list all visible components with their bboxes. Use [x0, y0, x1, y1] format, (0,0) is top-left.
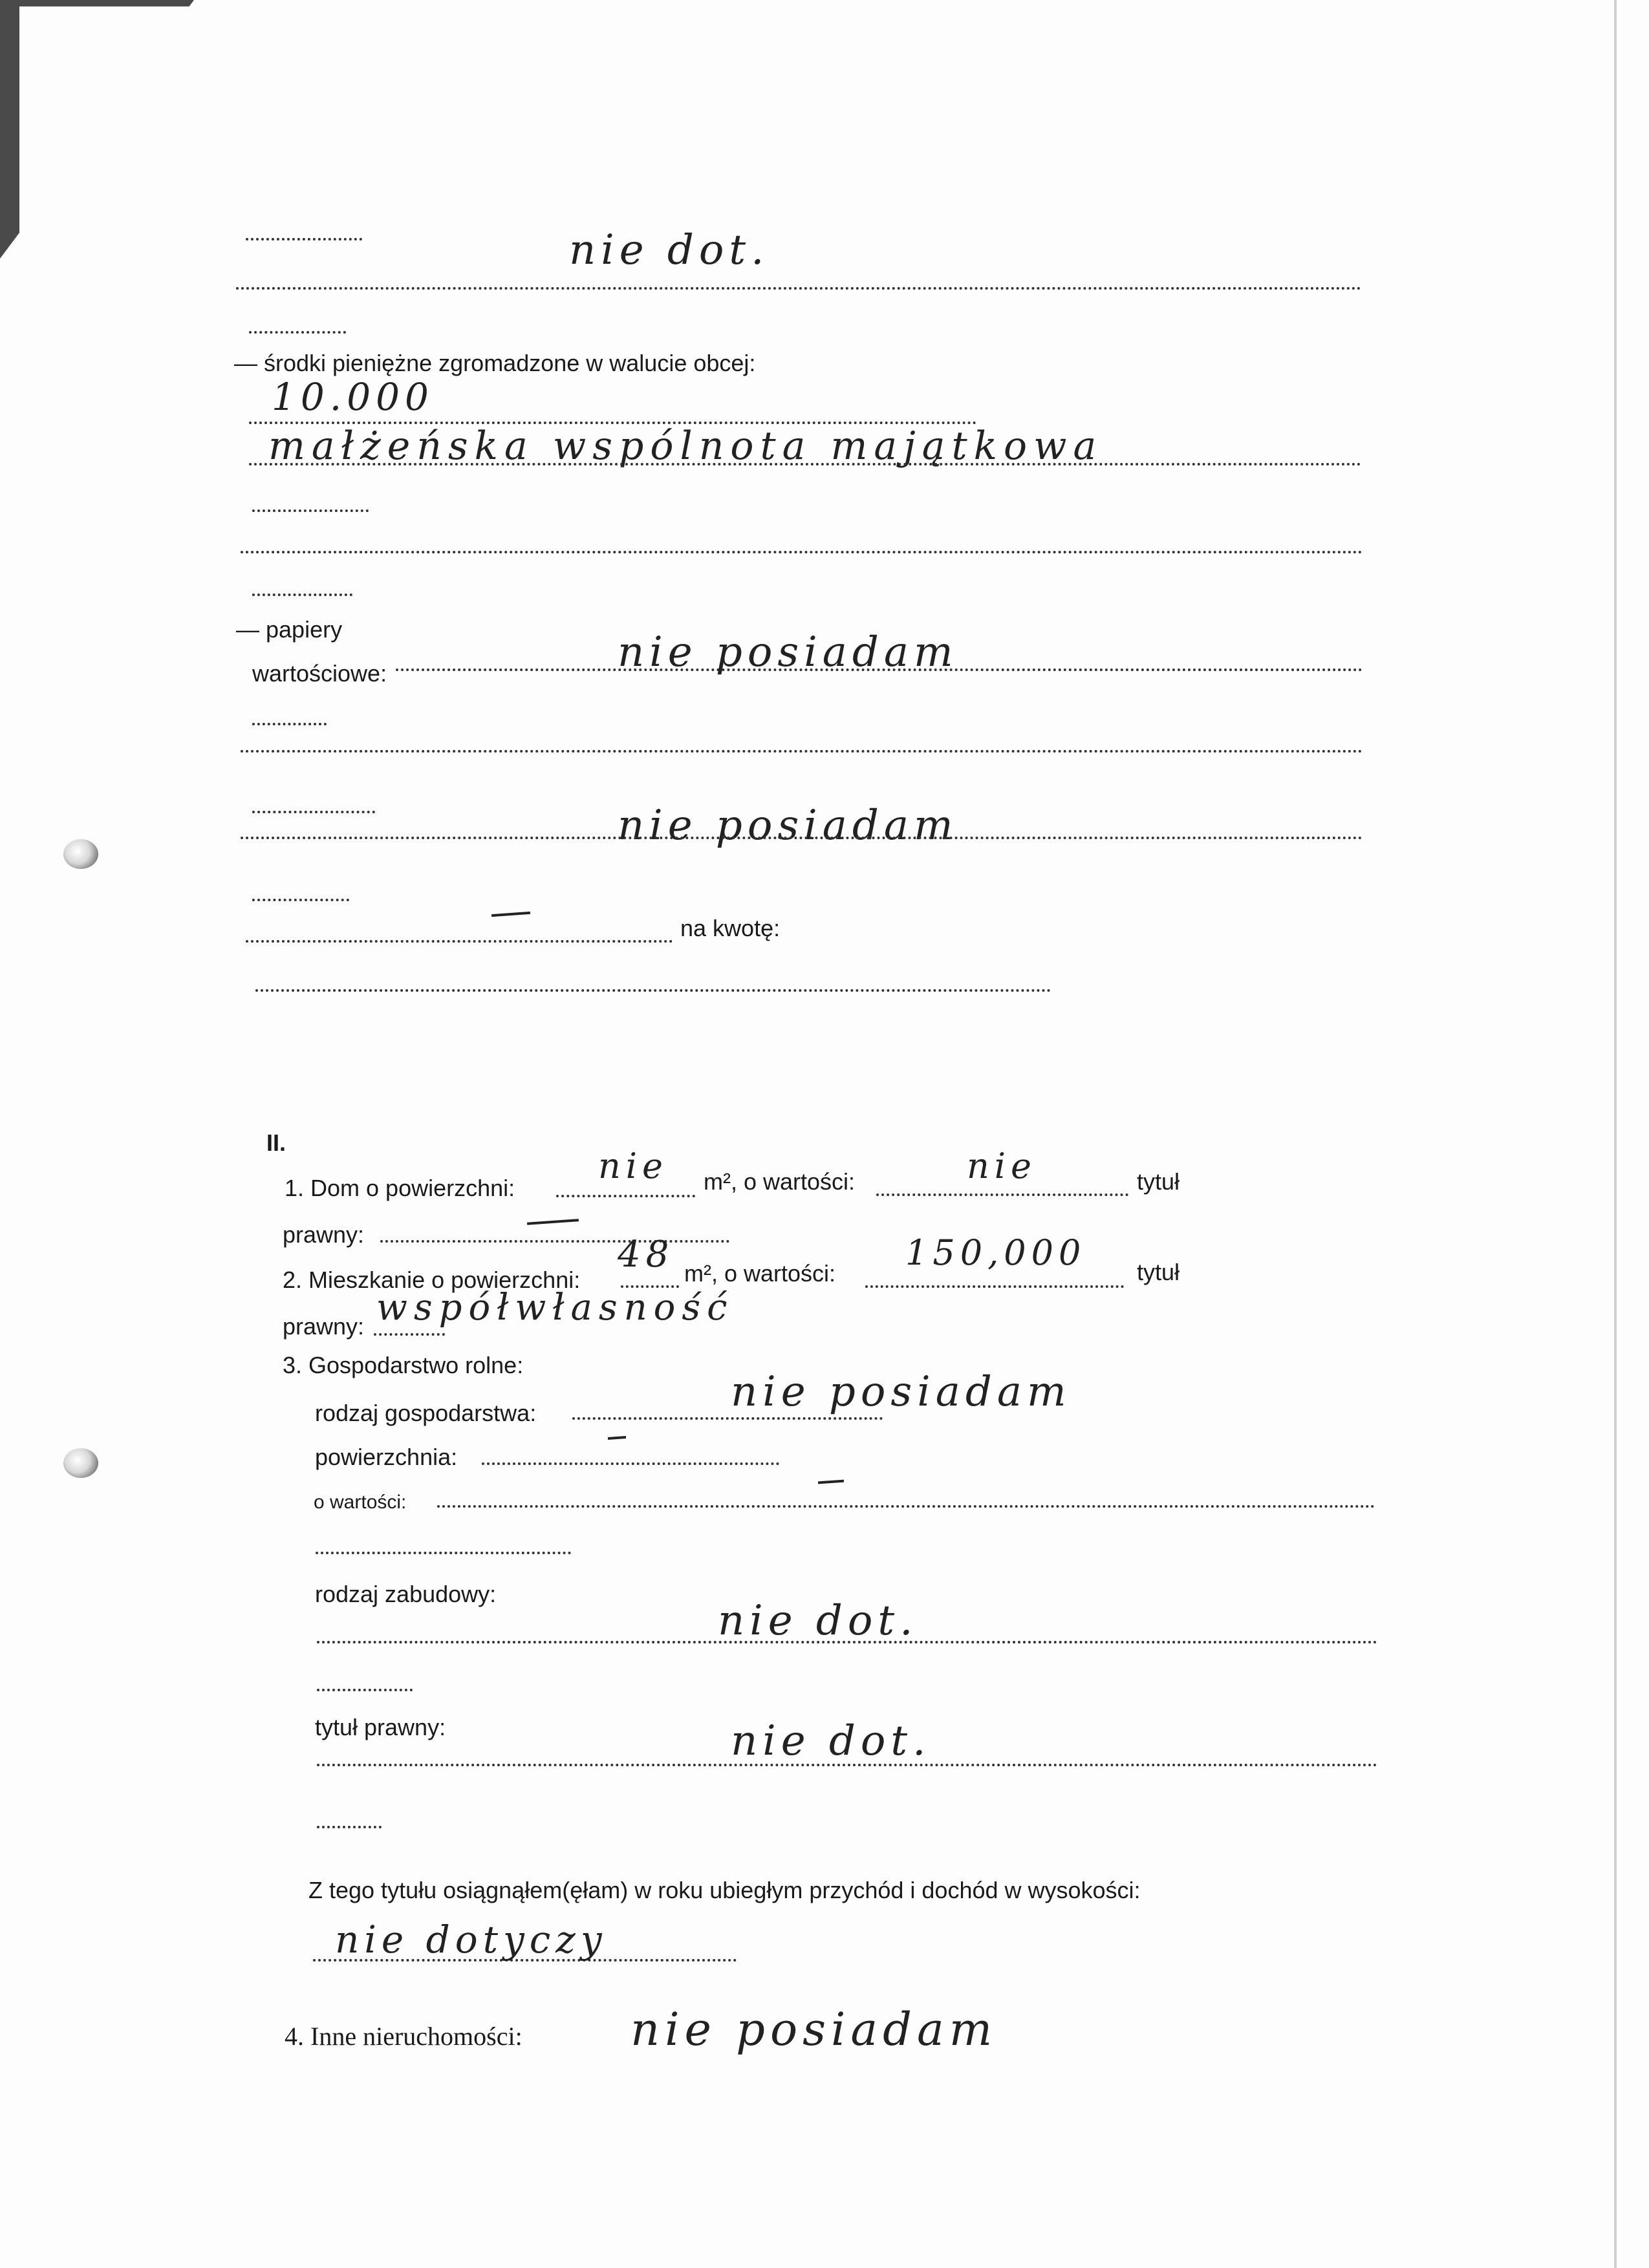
dotted-line [249, 331, 346, 334]
handwritten-house-area: nie [598, 1146, 669, 1186]
handwritten-apartment-legal: współwłasność [376, 1287, 734, 1329]
house-unit-label: m², o wartości: [704, 1168, 856, 1195]
na-kwote-label: na kwotę: [680, 915, 781, 941]
farm-buildings-label: rodzaj zabudowy: [315, 1581, 497, 1607]
handwritten-dash [608, 1436, 626, 1440]
handwritten-dash [527, 1219, 579, 1225]
apartment-unit-label: m², o wartości: [684, 1260, 836, 1287]
apartment-legal-label: prawny: [283, 1313, 365, 1340]
handwritten-apartment-value: 150,000 [905, 1232, 1086, 1273]
dotted-line [252, 723, 327, 725]
dotted-line [252, 509, 369, 512]
folded-corner [19, 6, 194, 239]
dotted-line [316, 1552, 571, 1554]
dotted-line [255, 989, 1051, 992]
punch-hole-upper [63, 839, 98, 869]
dotted-line [437, 1505, 1375, 1508]
securities-label-line2: wartościowe: [252, 660, 387, 687]
dotted-line [246, 940, 673, 943]
handwritten-entry-top: nie dot. [569, 226, 770, 274]
dotted-line [317, 1689, 413, 1691]
dotted-line [252, 899, 349, 901]
dotted-line [236, 287, 1361, 290]
dotted-line [241, 551, 1363, 553]
dotted-line [252, 811, 375, 813]
handwritten-foreign-cash-amount: 10.000 [272, 375, 434, 419]
farm-heading: 3. Gospodarstwo rolne: [283, 1352, 524, 1378]
dotted-line [317, 1764, 1377, 1766]
house-legal-label: prawny: [283, 1221, 365, 1248]
apartment-title-label: tytuł [1137, 1259, 1180, 1285]
apartment-area-label: 2. Mieszkanie o powierzchni: [283, 1267, 581, 1293]
handwritten-farm-title: nie dot. [731, 1717, 931, 1765]
handwritten-other-entry: nie posiadam [618, 802, 958, 850]
section-ii-heading: II. [266, 1129, 286, 1156]
house-area-label: 1. Dom o powierzchni: [285, 1175, 515, 1201]
farm-title-label: tytuł prawny: [315, 1714, 446, 1740]
handwritten-farm-buildings: nie dot. [718, 1597, 918, 1645]
dotted-line [252, 594, 352, 596]
dotted-line [249, 463, 1361, 465]
dotted-line [246, 238, 362, 241]
handwritten-house-value: nie [967, 1146, 1037, 1186]
dotted-line [317, 1826, 382, 1828]
house-title-label: tytuł [1137, 1168, 1180, 1195]
dotted-line [317, 1641, 1377, 1643]
handwritten-dash [491, 912, 530, 917]
dotted-line [482, 1462, 779, 1465]
farm-type-label: rodzaj gospodarstwa: [315, 1400, 537, 1426]
foreign-cash-label: — środki pieniężne zgromadzone w walucie obcej: [234, 350, 756, 376]
securities-label-line1: — papiery [236, 616, 343, 643]
handwritten-foreign-cash-note: małżeńska wspólnota majątkowa [268, 423, 1103, 469]
page-edge [1614, 0, 1617, 2268]
handwritten-apartment-area: 48 [618, 1234, 674, 1276]
farm-value-label: o wartości: [314, 1492, 407, 1513]
farm-area-label: powierzchnia: [315, 1444, 458, 1470]
dotted-line [572, 1417, 883, 1420]
handwritten-securities: nie posiadam [618, 628, 958, 676]
handwritten-other-property: nie posiadam [630, 2003, 998, 2056]
dotted-line [374, 1333, 445, 1336]
other-property-label: 4. Inne nieruchomości: [285, 2022, 523, 2051]
dotted-line [241, 837, 1363, 839]
dotted-line [380, 1240, 729, 1243]
dotted-line [876, 1193, 1128, 1196]
handwritten-farm-type: nie posiadam [731, 1368, 1072, 1416]
dotted-line [865, 1285, 1124, 1288]
income-label: Z tego tytułu osiągnąłem(ęłam) w roku ubiegłym przychód i dochód w wysokości: [308, 1877, 1141, 1903]
dotted-line [241, 750, 1363, 753]
handwritten-income: nie dotyczy [335, 1918, 607, 1962]
dotted-line [556, 1195, 695, 1197]
handwritten-dash [818, 1480, 844, 1484]
punch-hole-lower [63, 1448, 98, 1478]
